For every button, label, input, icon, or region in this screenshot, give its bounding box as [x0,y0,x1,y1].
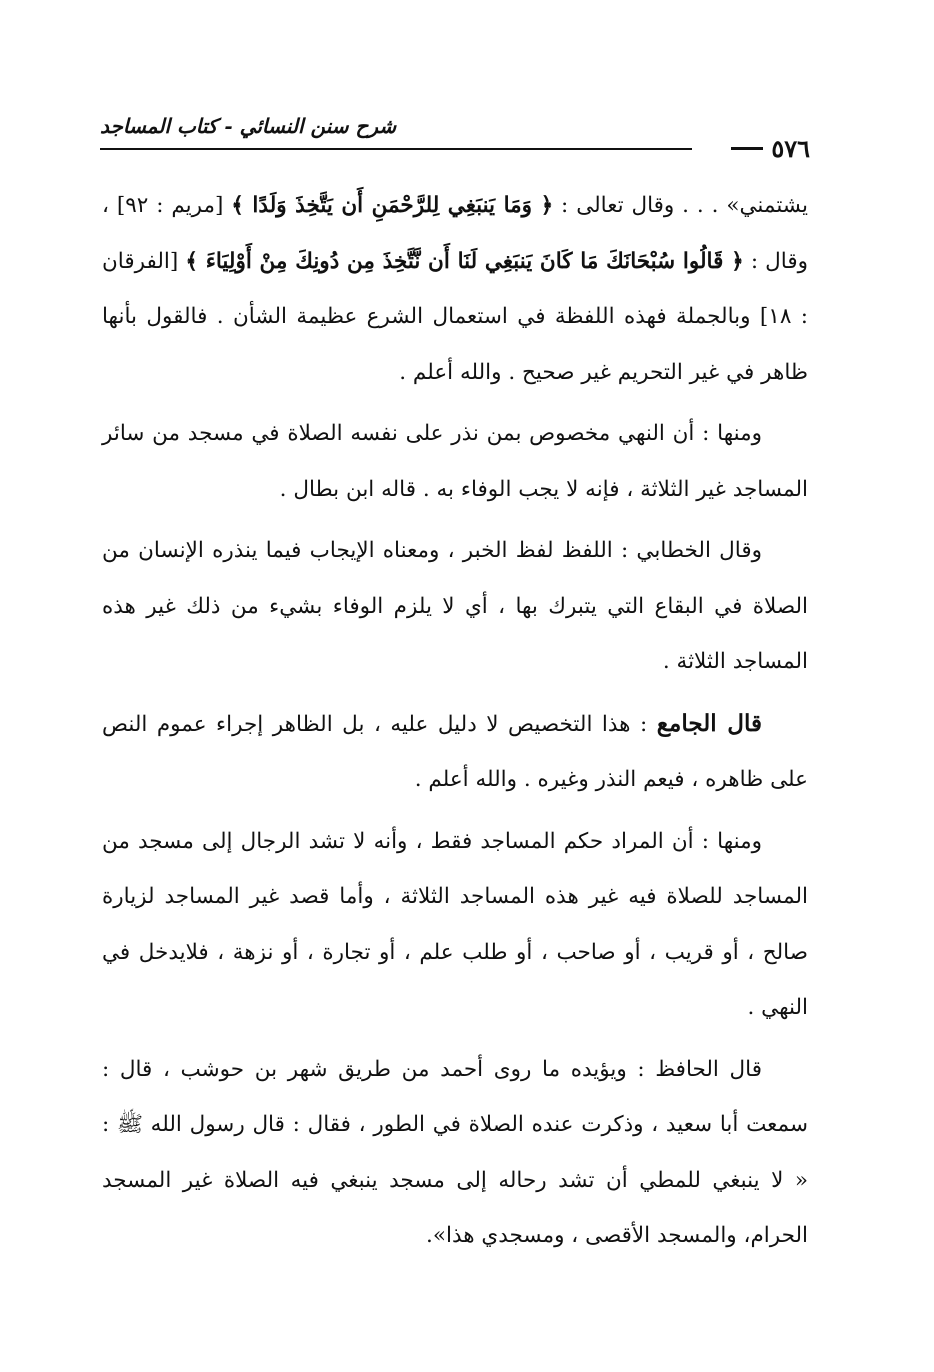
paragraph-1-part-c: [الفرقان : ١٨] وبالجملة فهذه اللفظة في استعمال الشرع عظيمة الشأن . فالقول بأنها ظاهر في غير التحريم غير صحيح . والله أعلم . [102,248,809,385]
quran-verse-maryam: ﴿ وَمَا يَنبَغِي لِلرَّحْمَنِ أَن يَتَّخِذَ وَلَدًا ﴾ [231,193,554,218]
paragraph-5: ومنها : أن المراد حكم المساجد فقط ، وأنه لا تشد الرجال إلى مسجد من المساجد للصلاة فيه غير هذه المساجد الثلاثة ، وأما قصد غير المساجد لزيارة صالح ، أو قريب ، أو صاحب ، أو طلب علم ، أو تجارة ، أو نزهة ، فلايدخل في النهي . [102,828,808,1020]
quran-verse-furqan: ﴿ قَالُوا سُبْحَانَكَ مَا كَانَ يَنبَغِي لَنَا أَن نَّتَّخِذَ مِن دُونِكَ مِنْ أَوْلِيَاءَ ﴾ [185,248,744,274]
main-text [102,178,808,1270]
page-number: ٥٧٦ [771,134,810,163]
header-rule [100,148,692,150]
page-number-block [731,134,810,163]
paragraph-1-part-a: يشتمني» . . . وقال تعالى : [553,193,808,218]
running-title: شرح سنن النسائي - كتاب المساجد [100,114,397,138]
paragraph-6: قال الحافظ : ويؤيده ما روى أحمد من طريق شهر بن حوشب ، قال : سمعت أبا سعيد ، وذكرت عنده الصلاة في الطور ، فقال : قال رسول الله ﷺ : « لا ينبغي للمطي أن تشد رحاله إلى مسجد ينبغي فيه الصلاة غير المسجد الحرام، والمسجد الأقصى ، ومسجدي هذا». [102,1056,808,1248]
paragraph-1 [102,178,808,400]
paragraph-2: ومنها : أن النهي مخصوص بمن نذر على نفسه الصلاة في مسجد من سائر المساجد غير الثلاثة ، فإنه لا يجب الوفاء به . قاله ابن بطال . [102,421,808,502]
paragraph-3: وقال الخطابي : اللفظ لفظ الخبر ، ومعناه الإيجاب فيما ينذره الإنسان من الصلاة في البقاع التي يتبرك بها ، أي لا يلزم الوفاء بشيء من ذلك غير هذه المساجد الثلاثة . [102,538,808,674]
paragraph-4-text: : هذا التخصيص لا دليل عليه ، بل الظاهر إجراء عموم النص على ظاهره ، فيعم النذر وغيره . والله أعلم . [102,711,808,792]
page-header [100,110,810,170]
page-number-dash [731,147,763,150]
paragraph-4 [102,696,808,808]
speaker-label: قال الجامع [656,709,762,737]
paragraph-1-part-b: [مريم : ٩٢] ، وقال : [102,193,809,274]
